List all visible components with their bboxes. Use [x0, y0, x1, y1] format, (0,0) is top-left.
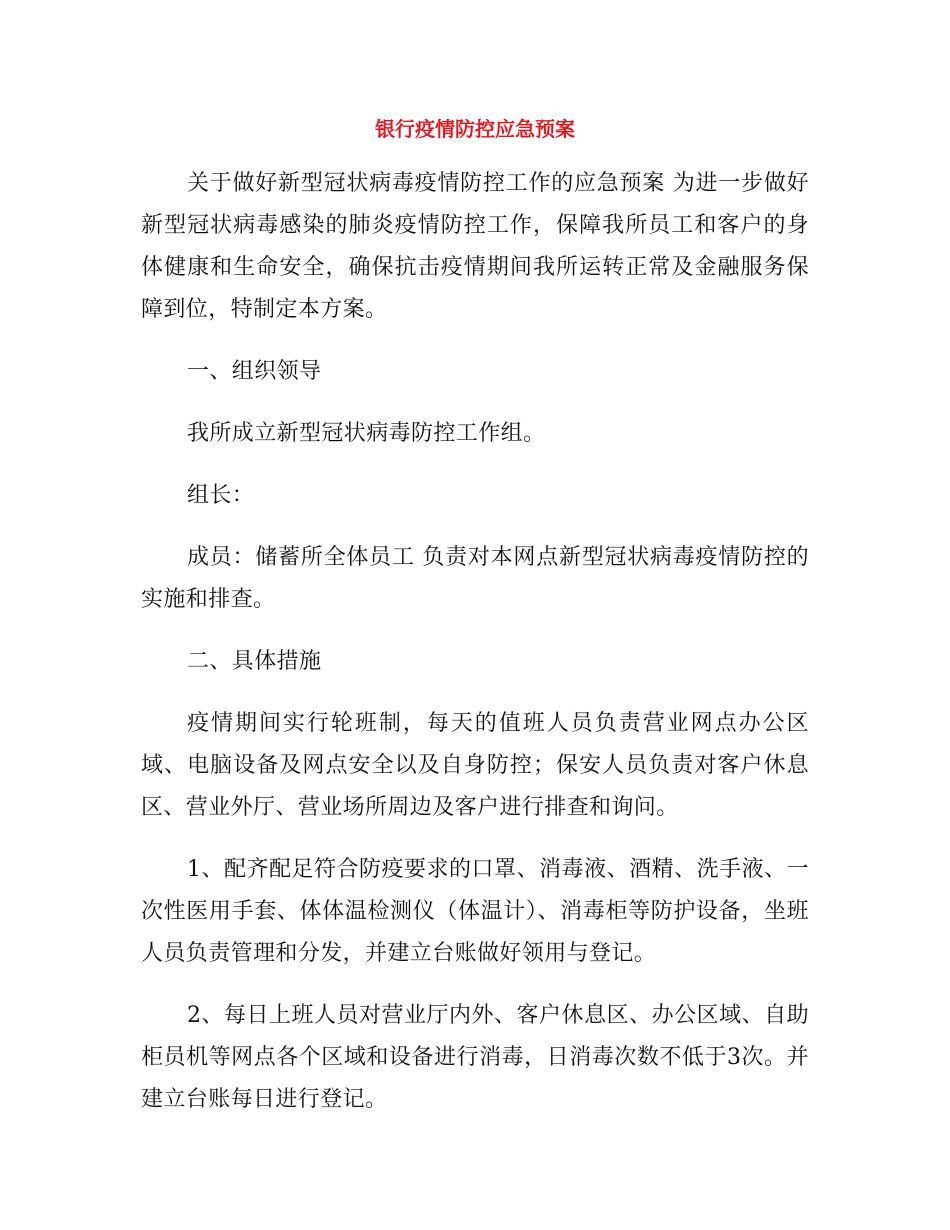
document-body: [141, 163, 809, 1141]
paragraph-members: 成员：储蓄所全体员工 负责对本网点新型冠状病毒疫情防控的实施和排查。: [141, 545, 809, 612]
paragraph-measure-2: 2、每日上班人员对营业厅内外、客户休息区、办公区域、自助柜员机等网点各个区域和设备进行消毒，日消毒次数不低于3次。并建立台账每日进行登记。: [141, 1003, 809, 1112]
paragraph-intro: 关于做好新型冠状病毒疫情防控工作的应急预案 为进一步做好新型冠状病毒感染的肺炎疫情防控工作，保障我所员工和客户的身体健康和生命安全，确保抗击疫情期间我所运转正常及金融服务保障到位，特制定本方案。: [141, 171, 809, 322]
section-heading-measures: 二、具体措施: [187, 649, 322, 674]
paragraph-group-leader: 组长：: [187, 483, 255, 508]
document-title: 银行疫情防控应急预案: [375, 117, 575, 141]
section-heading-organization: 一、组织领导: [187, 359, 322, 384]
paragraph-working-group: 我所成立新型冠状病毒防控工作组。: [187, 421, 546, 446]
paragraph-shift-system: 疫情期间实行轮班制，每天的值班人员负责营业网点办公区域、电脑设备及网点安全以及自身防控；保安人员负责对客户休息区、营业外厅、营业场所周边及客户进行排查和询问。: [141, 711, 809, 820]
paragraph-measure-1: 1、配齐配足符合防疫要求的口罩、消毒液、酒精、洗手液、一次性医用手套、体体温检测仪（体温计）、消毒柜等防护设备，坐班人员负责管理和分发，并建立台账做好领用与登记。: [141, 857, 809, 966]
